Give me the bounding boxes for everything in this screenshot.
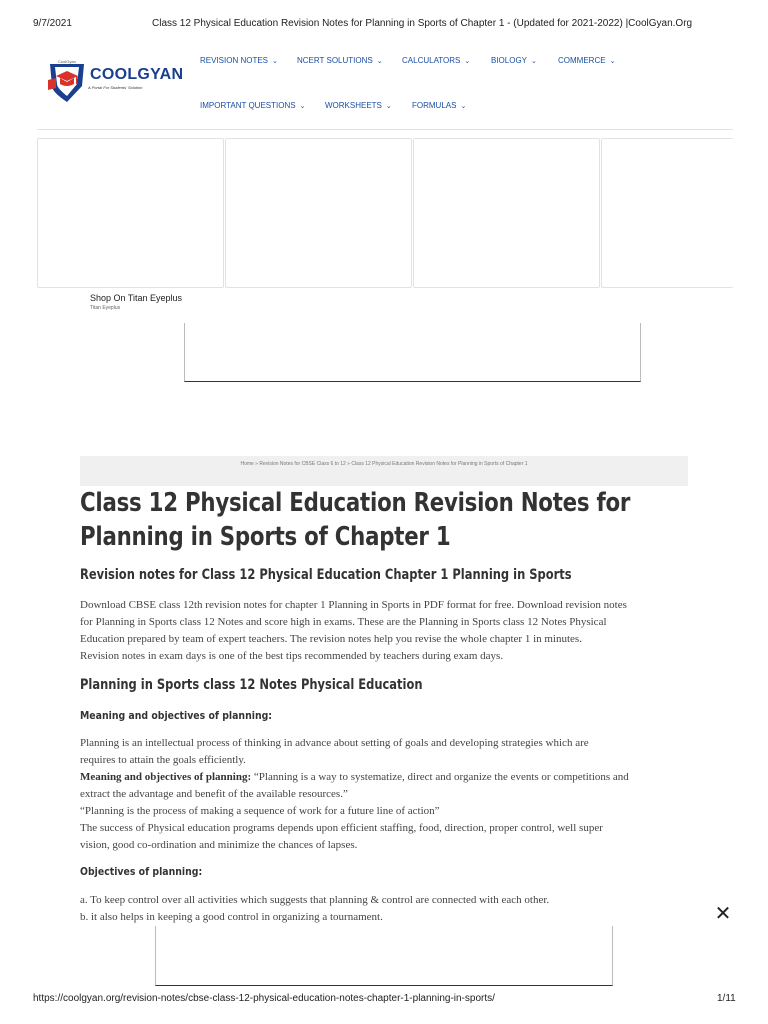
intro-line: Revision notes in exam days is one of the best tips recommended by teachers during exam days. [80, 650, 504, 662]
nav-label: COMMERCE [558, 56, 606, 65]
nav-biology[interactable] [491, 56, 537, 65]
graduate-shield-icon [46, 58, 88, 106]
ad-product-card[interactable] [37, 138, 224, 288]
objectives-heading: Objectives of planning: [80, 865, 203, 878]
nav-label: REVISION NOTES [200, 56, 269, 65]
print-page-title: Class 12 Physical Education Revision Notes for Planning in Sports of Chapter 1 - (Updated for 2021-2022) |CoolGyan.Org [152, 18, 693, 29]
chevron-down-icon: ⌄ [460, 103, 467, 110]
breadcrumb [80, 456, 688, 486]
nav-divider [37, 129, 733, 130]
chevron-down-icon: ⌄ [272, 58, 278, 65]
ad-title[interactable]: Shop On Titan Eyeplus [90, 293, 183, 303]
meaning-line: vision, good co-ordination and minimize the chances of lapses. [80, 839, 358, 851]
nav-label: WORKSHEETS [325, 101, 382, 110]
intro-line: for Planning in Sports class 12 Notes and score high in exams. These are the Planning in Sports class 12 Notes Physical [80, 616, 607, 628]
chevron-down-icon: ⌄ [464, 58, 471, 65]
chevron-down-icon: ⌄ [609, 58, 616, 65]
section-heading: Planning in Sports class 12 Notes Physical Education [80, 677, 423, 693]
logo-tagline: A Portal For Students' Solution [88, 85, 143, 90]
chevron-down-icon: ⌄ [531, 58, 537, 65]
meaning-quote: “Planning is a way to systematize, direct and organize the events or competitions and [251, 771, 629, 783]
nav-label: FORMULAS [412, 101, 457, 110]
bottom-ad-placeholder [155, 926, 613, 986]
nav-revision-notes[interactable] [200, 56, 278, 65]
meaning-definition-line [80, 769, 700, 786]
print-footer-url: https://coolgyan.org/revision-notes/cbse-class-12-physical-education-notes-chapter-1-planning-in-sports/ [33, 993, 495, 1004]
print-date: 9/7/2021 [33, 18, 72, 29]
nav-formulas[interactable] [412, 101, 466, 110]
logo-small-text: CoolGyan [58, 59, 76, 64]
meaning-line: The success of Physical education programs depends upon efficient staffing, food, direction, proper control, well super [80, 822, 603, 834]
list-item: a. To keep control over all activities which suggests that planning & control are connected with each other. [80, 894, 550, 906]
chevron-down-icon: ⌄ [385, 103, 392, 110]
intro-line: Download CBSE class 12th revision notes for chapter 1 Planning in Sports in PDF format for free. Download revision notes [80, 599, 627, 611]
ad-product-card[interactable] [225, 138, 412, 288]
ad-product-card[interactable] [601, 138, 733, 288]
article-subtitle: Revision notes for Class 12 Physical Education Chapter 1 Planning in Sports [80, 567, 572, 583]
nav-important-questions[interactable] [200, 101, 305, 110]
breadcrumb-text[interactable]: Home » Revision Notes for CBSE Class 6 to 12 » Class 12 Physical Education Revision Notes for Planning in Sports of Chapter 1 [240, 461, 528, 467]
nav-worksheets[interactable] [325, 101, 392, 110]
list-item: b. it also helps in keeping a good control in organizing a tournament. [80, 911, 383, 923]
intro-line: Education prepared by team of expert teachers. The revision notes help you revise the whole chapter 1 in minutes. [80, 633, 582, 645]
nav-label: NCERT SOLUTIONS [297, 56, 373, 65]
title-line: Planning in Sports of Chapter 1 [80, 522, 451, 552]
objectives-list [80, 892, 700, 926]
print-page-number: 1/11 [717, 993, 736, 1004]
ad-placeholder [184, 323, 641, 382]
nav-label: IMPORTANT QUESTIONS [200, 101, 296, 110]
chevron-down-icon: ⌄ [376, 58, 383, 65]
ad-product-card[interactable] [413, 138, 600, 288]
print-header [0, 0, 768, 40]
meaning-line: “Planning is the process of making a sequence of work for a future line of action” [80, 805, 440, 817]
chevron-down-icon: ⌄ [299, 103, 306, 110]
nav-commerce[interactable] [558, 56, 615, 65]
intro-paragraph [80, 597, 700, 665]
meaning-line: extract the advantage and benefit of the available resources.” [80, 788, 348, 800]
meaning-line: Planning is an intellectual process of thinking in advance about setting of goals and developing strategies which are [80, 737, 589, 749]
coolgyan-logo[interactable] [46, 58, 184, 108]
nav-ncert-solutions[interactable] [297, 56, 383, 65]
close-icon[interactable]: ✕ [714, 901, 732, 925]
nav-label: BIOLOGY [491, 56, 528, 65]
ad-advertiser: Titan Eyeplus [90, 305, 121, 311]
meaning-bold-label: Meaning and objectives of planning: [80, 771, 252, 783]
page-title [80, 486, 631, 554]
meaning-paragraph [80, 735, 700, 854]
meaning-line: requires to attain the goals efficiently. [80, 754, 246, 766]
logo-wordmark: COOLGYAN [90, 66, 184, 83]
meaning-heading: Meaning and objectives of planning: [80, 709, 273, 722]
nav-calculators[interactable] [402, 56, 470, 65]
title-line: Class 12 Physical Education Revision Notes for [80, 488, 631, 518]
nav-label: CALCULATORS [402, 56, 461, 65]
